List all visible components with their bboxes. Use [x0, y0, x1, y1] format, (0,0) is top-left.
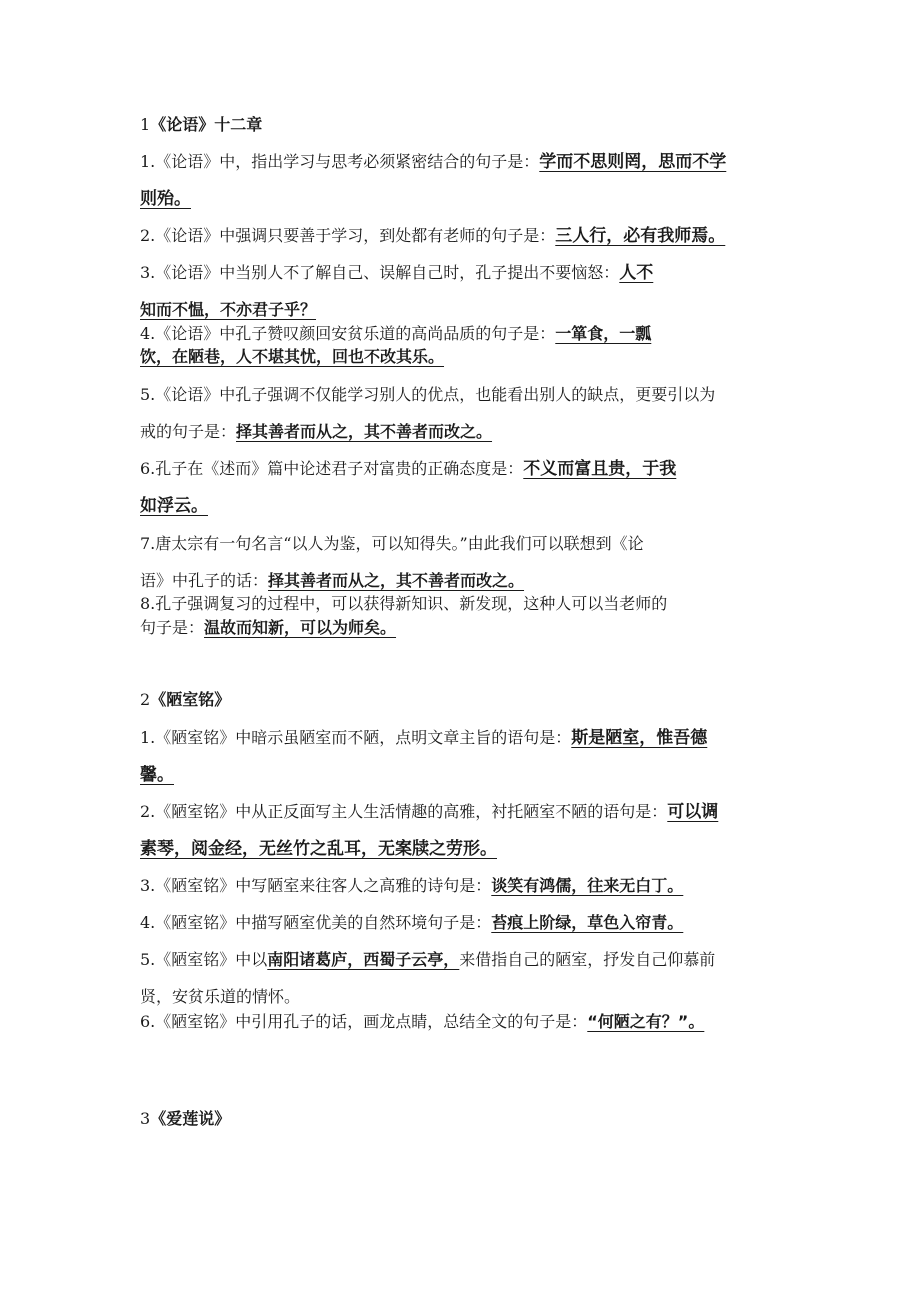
s1-item-8-line-1: 8.孔子强调复习的过程中，可以获得新知识、新发现，这种人可以当老师的 — [140, 594, 668, 613]
section-2-heading: 2《陋室铭》 — [140, 690, 231, 709]
s1-item-6-line-1: 6.孔子在《述而》篇中论述君子对富贵的正确态度是：不义而富且贵，于我 — [140, 459, 677, 479]
s1-item-5-line-2: 戒的句子是：择其善者而从之，其不善者而改之。 — [140, 422, 493, 441]
answer: 知而不愠，不亦君子乎？ — [140, 300, 317, 319]
s1-item-4-line-1: 4.《论语》中孔子赞叹颜回安贫乐道的高尚品质的句子是：一箪食，一瓢 — [140, 324, 652, 343]
answer: 不义而富且贵，于我 — [523, 459, 677, 479]
s1-item-5-line-1: 5.《论语》中孔子强调不仅能学习别人的优点，也能看出别人的缺点，更要引以为 — [140, 385, 716, 404]
s1-item-4-line-2 — [140, 346, 800, 368]
s1-item-3-line-2 — [140, 299, 800, 321]
s1-item-6-line-2 — [140, 495, 800, 517]
answer: 南阳诸葛庐，西蜀子云亭， — [267, 950, 460, 969]
s1-item-2: 2.《论语》中强调只要善于学习，到处都有老师的句子是：三人行，必有我师焉。 — [140, 226, 726, 246]
answer: 馨。 — [140, 765, 174, 785]
answer: 斯是陋室，惟吾德 — [571, 728, 708, 748]
s2-item-1-line-1: 1.《陋室铭》中暗示虽陋室而不陋，点明文章主旨的语句是：斯是陋室，惟吾德 — [140, 728, 708, 748]
s2-item-5-line-1: 5.《陋室铭》中以南阳诸葛庐，西蜀子云亭，来借指自己的陋室，抒发自己仰慕前 — [140, 950, 716, 969]
section-1-heading: 1《论语》十二章 — [140, 115, 263, 134]
answer: 择其善者而从之，其不善者而改之。 — [236, 422, 493, 441]
answer: 择其善者而从之，其不善者而改之。 — [268, 571, 525, 590]
section-3-heading: 3《爱莲说》 — [140, 1109, 231, 1128]
answer: 三人行，必有我师焉。 — [555, 226, 726, 246]
answer: 谈笑有鸿儒，往来无白丁。 — [491, 876, 684, 895]
section-1-title: 《论语》十二章 — [150, 115, 263, 134]
answer: 则殆。 — [140, 189, 191, 209]
s1-item-8-line-2: 句子是：温故而知新，可以为师矣。 — [140, 618, 397, 637]
s2-item-4: 4.《陋室铭》中描写陋室优美的自然环境句子是：苔痕上阶绿，草色入帘青。 — [140, 913, 684, 932]
answer: 苔痕上阶绿，草色入帘青。 — [491, 913, 684, 932]
answer: 学而不思则罔，思而不学 — [539, 152, 727, 172]
s1-item-7-line-2: 语》中孔子的话：择其善者而从之，其不善者而改之。 — [140, 571, 525, 590]
section-2-title: 《陋室铭》 — [150, 690, 231, 709]
s1-item-3-line-1: 3.《论语》中当别人不了解自己、误解自己时，孔子提出不要恼怒：人不 — [140, 263, 654, 283]
answer: 人不 — [619, 263, 654, 283]
section-3-title: 《爱莲说》 — [150, 1109, 231, 1128]
answer: 可以调 — [667, 802, 719, 822]
answer: 素琴，阅金经，无丝竹之乱耳，无案牍之劳形。 — [140, 839, 497, 859]
answer: 一箪食，一瓢 — [555, 324, 652, 343]
answer: 温故而知新，可以为师矣。 — [204, 618, 397, 637]
s2-item-1-line-2 — [140, 764, 800, 786]
answer: “何陋之有？”。 — [587, 1012, 705, 1031]
s2-item-2-line-2 — [140, 838, 800, 860]
s2-item-2-line-1: 2.《陋室铭》中从正反面写主人生活情趣的高雅，衬托陋室不陋的语句是：可以调 — [140, 802, 719, 822]
answer: 饮，在陋巷，人不堪其忧，回也不改其乐。 — [140, 347, 445, 366]
s2-item-5-line-2: 贤，安贫乐道的情怀。 — [140, 987, 301, 1006]
answer: 如浮云。 — [140, 496, 208, 516]
s1-item-1-line-1: 1.《论语》中，指出学习与思考必须紧密结合的句子是：学而不思则罔，思而不学 — [140, 152, 727, 172]
s1-item-7-line-1: 7.唐太宗有一句名言“以人为鉴，可以知得失。”由此我们可以联想到《论 — [140, 534, 644, 553]
s1-item-1-line-2 — [140, 188, 800, 210]
s2-item-3: 3.《陋室铭》中写陋室来往客人之高雅的诗句是：谈笑有鸿儒，往来无白丁。 — [140, 876, 684, 895]
s2-item-6: 6.《陋室铭》中引用孔子的话，画龙点睛，总结全文的句子是：“何陋之有？”。 — [140, 1012, 705, 1031]
